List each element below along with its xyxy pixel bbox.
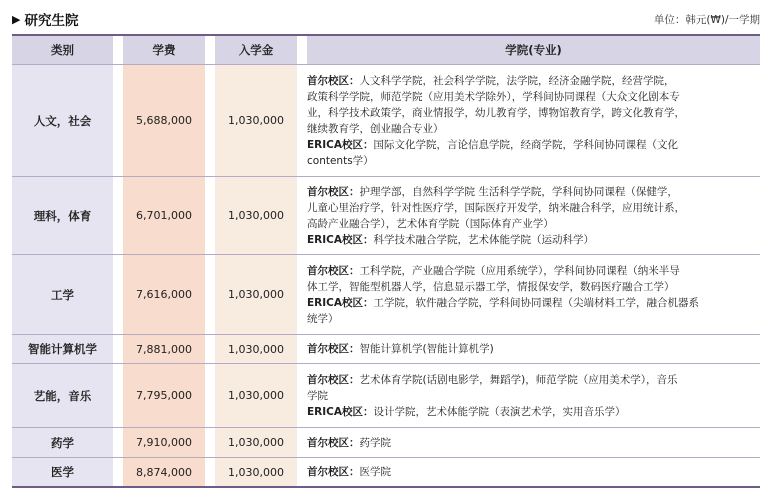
column-gap [205,177,215,255]
table-row [12,335,760,364]
campus-label: 首尔校区： [307,185,360,198]
section-title [12,9,78,29]
college-line [307,279,760,295]
campus-label: ERICA校区： [307,405,374,418]
category-cell: 智能计算机学 [12,335,113,364]
college-text: 体工学，智能型机器人学，信息显示器工学，情报保安学，数码医疗融合工学） [307,280,675,293]
tuition-cell: 5,688,000 [123,65,205,177]
college-text: 护理学部，自然科学学院 生活科学学院，学科间协同课程（保健学， [359,185,678,198]
column-gap [205,335,215,364]
table-row [12,255,760,335]
campus-label: 首尔校区： [307,74,360,87]
college-text: 工科学院，产业融合学院（应用系统学），学科间协同课程（纳米半导 [359,264,680,277]
column-gap [113,335,123,364]
tuition-cell: 7,881,000 [123,335,205,364]
college-cell [307,335,760,364]
table-header-row [12,34,760,65]
campus-label: 首尔校区： [307,373,360,386]
college-cell [307,65,760,177]
column-gap [113,364,123,428]
college-line [307,73,760,89]
tuition-cell: 7,795,000 [123,364,205,428]
column-gap [297,458,307,488]
column-gap [297,177,307,255]
column-gap [205,65,215,177]
college-line [307,137,760,153]
college-line [307,263,760,279]
college-text: 学院 [307,389,328,402]
tuition-cell: 7,616,000 [123,255,205,335]
college-line [307,464,760,480]
college-line [307,388,760,404]
college-line [307,435,760,451]
college-text: 人文科学学院，社会科学学院，法学院，经济金融学院，经营学院， [359,74,675,87]
admission-cell: 1,030,000 [215,177,297,255]
table-row [12,65,760,177]
college-text: 艺术体育学院(话剧电影学，舞蹈学)，师范学院（应用美术学），音乐 [359,373,678,386]
admission-cell: 1,030,000 [215,428,297,458]
column-gap [205,255,215,335]
column-gap [297,65,307,177]
tuition-cell: 6,701,000 [123,177,205,255]
column-gap [205,34,215,65]
college-text: 继续教育学，创业融合专业） [307,122,444,135]
header-tuition: 学费 [123,34,205,65]
table-row [12,428,760,458]
college-cell [307,364,760,428]
college-cell [307,458,760,488]
college-line [307,311,760,327]
admission-cell: 1,030,000 [215,335,297,364]
college-text: 药学院 [359,436,391,449]
admission-cell: 1,030,000 [215,364,297,428]
admission-cell: 1,030,000 [215,255,297,335]
header-admission: 入学金 [215,34,297,65]
category-cell: 药学 [12,428,113,458]
college-text: 科学技术融合学院，艺术体能学院（运动科学） [373,233,594,246]
college-text: 国际文化学院，言论信息学院，经商学院，学科间协同课程（文化 [373,138,678,151]
college-line [307,232,760,248]
column-gap [113,177,123,255]
admission-cell: 1,030,000 [215,65,297,177]
college-text: 智能计算机学(智能计算机学) [359,343,494,355]
college-line [307,295,760,311]
category-cell: 艺能，音乐 [12,364,113,428]
category-cell: 人文，社会 [12,65,113,177]
college-line [307,216,760,232]
college-text: 儿童心里治疗学，针对性医疗学，国际医疗开发学，纳米融合科学，应用统计系， [307,201,685,214]
column-gap [297,364,307,428]
column-gap [113,34,123,65]
category-cell: 医学 [12,458,113,488]
college-line [307,153,760,169]
column-gap [205,428,215,458]
category-cell: 理科，体育 [12,177,113,255]
college-cell [307,428,760,458]
campus-label: 首尔校区： [307,466,360,478]
college-text: 工学院，软件融合学院，学科间协同课程（尖端材料工学，融合机器系 [373,296,699,309]
campus-label: ERICA校区： [307,138,374,151]
college-text: 高龄产业融合学），艺术体育学院（国际体育产业学） [307,217,554,230]
column-gap [297,335,307,364]
college-line [307,184,760,200]
campus-label: 首尔校区： [307,343,360,355]
table-body [12,65,760,488]
header-category: 类别 [12,34,113,65]
college-text: contents学） [307,154,374,167]
category-cell: 工学 [12,255,113,335]
section-title-text: 研究生院 [24,13,79,29]
table-row [12,177,760,255]
admission-cell: 1,030,000 [215,458,297,488]
college-line [307,105,760,121]
table-row [12,458,760,488]
campus-label: ERICA校区： [307,296,374,309]
college-cell [307,177,760,255]
column-gap [297,34,307,65]
column-gap [297,428,307,458]
column-gap [205,364,215,428]
tuition-table [12,34,760,488]
campus-label: 首尔校区： [307,264,360,277]
campus-label: 首尔校区： [307,436,360,449]
column-gap [113,428,123,458]
college-line [307,404,760,420]
title-row [12,8,760,30]
tuition-cell: 8,874,000 [123,458,205,488]
column-gap [205,458,215,488]
college-text: 政策科学学院，师范学院（应用美术学除外），学科间协同课程（大众文化剧本专 [307,90,680,103]
college-text: 统学） [307,312,339,325]
college-line [307,89,760,105]
header-college: 学院(专业) [307,34,760,65]
college-text: 业，科学技术政策学，商业情报学，幼儿教育学，博物馆教育学，跨文化教育学， [307,106,685,119]
column-gap [113,65,123,177]
triangle-bullet-icon: ▶ [12,12,21,26]
tuition-cell: 7,910,000 [123,428,205,458]
unit-note: 单位：韩元(₩)/一学期 [653,13,760,26]
column-gap [113,458,123,488]
college-text: 医学院 [359,466,391,478]
college-cell [307,255,760,335]
college-text: 设计学院，艺术体能学院（表演艺术学，实用音乐学） [373,405,626,418]
college-line [307,121,760,137]
college-line [307,341,760,357]
column-gap [113,255,123,335]
college-line [307,372,760,388]
college-line [307,200,760,216]
campus-label: ERICA校区： [307,233,374,246]
column-gap [297,255,307,335]
table-row [12,364,760,428]
